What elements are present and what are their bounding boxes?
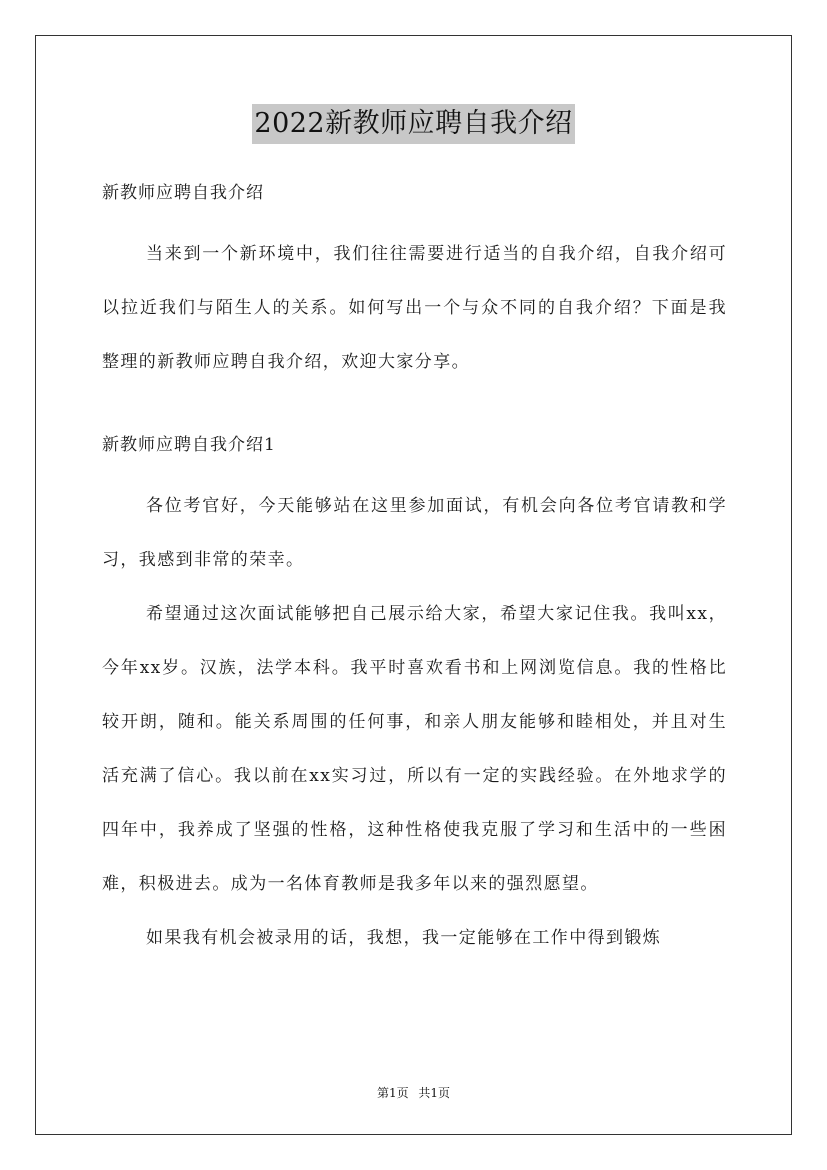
paragraph: 希望通过这次面试能够把自己展示给大家，希望大家记住我。我叫xx，今年xx岁。汉族，法学本科。我平时喜欢看书和上网浏览信息。我的性格比较开朗，随和。能关系周围的任何事，和亲人朋友能够和睦相处，并且对生活充满了信心。我以前在xx实习过，所以有一定的实践经验。在外地求学的四年中，我养成了坚强的性格，这种性格使我克服了学习和生活中的一些困难，积极进去。成为一名体育教师是我多年以来的强烈愿望。 (102, 604, 727, 894)
section-heading: 新教师应聘自我介绍 (102, 183, 264, 203)
paragraph: 当来到一个新环境中，我们往往需要进行适当的自我介绍，自我介绍可以拉近我们与陌生人的关系。如何写出一个与众不同的自我介绍？下面是我整理的新教师应聘自我介绍，欢迎大家分享。 (102, 244, 727, 372)
paragraph: 如果我有机会被录用的话，我想，我一定能够在工作中得到锻炼 (146, 928, 662, 948)
paragraph: 各位考官好，今天能够站在这里参加面试，有机会向各位考官请教和学习，我感到非常的荣幸。 (102, 496, 727, 570)
title-block (0, 104, 827, 144)
page-number: 第1页 (376, 1086, 409, 1100)
document-body (102, 173, 727, 965)
page-total: 共1页 (418, 1086, 451, 1100)
page-footer (0, 1083, 827, 1103)
document-title: 2022新教师应聘自我介绍 (252, 104, 574, 144)
section-heading: 新教师应聘自我介绍1 (102, 435, 276, 455)
